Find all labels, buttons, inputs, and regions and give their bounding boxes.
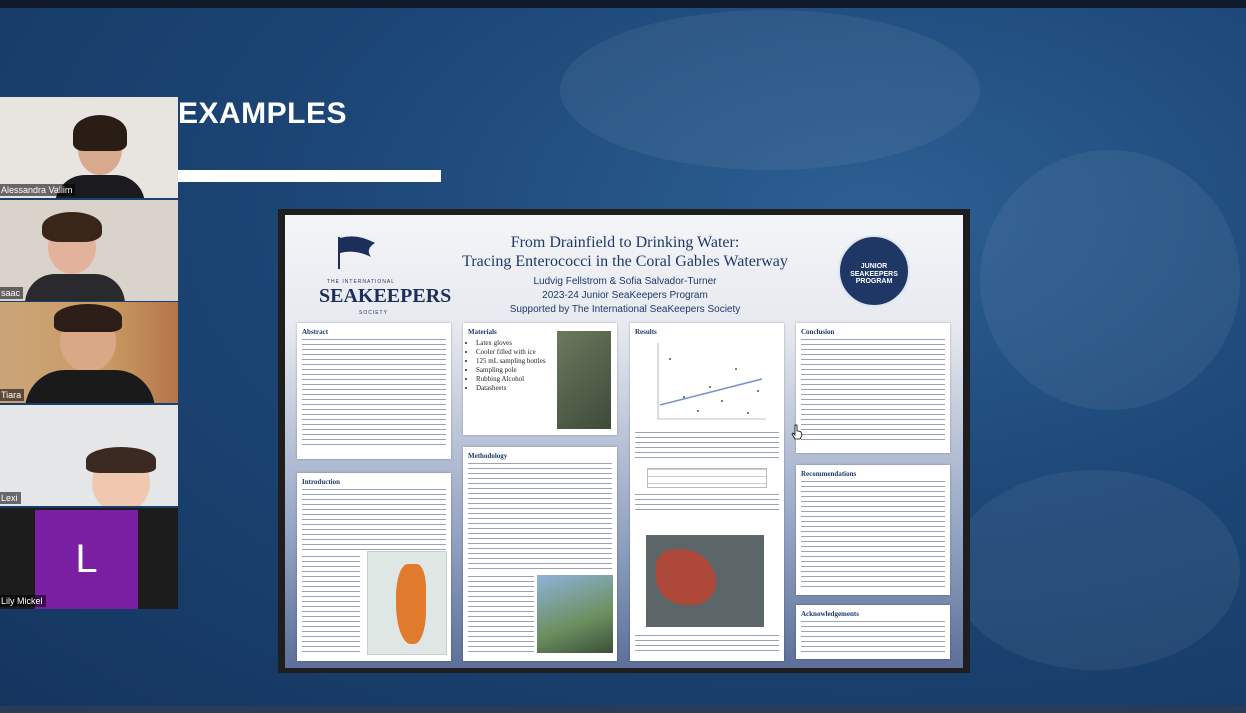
results-caption: [635, 432, 779, 462]
participant-tile[interactable]: [0, 200, 178, 301]
methodology-photo: [537, 575, 613, 653]
window-bottom-bar: [0, 706, 1246, 713]
introduction-text: [302, 489, 446, 553]
participant-hair: [42, 212, 102, 242]
introduction-card: [297, 473, 451, 661]
participant-name: Alessandra Vallim: [0, 184, 75, 196]
poster-authors: Ludvig Fellstrom & Sofia Salvador-Turner: [533, 276, 717, 287]
map-highlight: [396, 564, 426, 644]
recommendations-heading: Recommendations: [801, 470, 857, 478]
poster-title-line1: From Drainfield to Drinking Water:: [510, 234, 740, 251]
introduction-text: [302, 556, 360, 656]
badge-line2: SEAKEEPERS: [850, 271, 898, 278]
logo-text-bottom: SOCIETY: [359, 310, 388, 316]
results-table: [647, 468, 767, 488]
abstract-text: [302, 339, 446, 449]
results-scatter-plot: [650, 339, 770, 427]
recommendations-text: [801, 481, 945, 587]
participant-avatar: L: [35, 510, 138, 609]
conclusion-heading: Conclusion: [801, 328, 835, 336]
poster-title: [405, 233, 845, 271]
methodology-text: [468, 576, 534, 656]
material-item: • Cooler filled with ice: [476, 348, 612, 357]
poster-program: 2023-24 Junior SeaKeepers Program: [542, 290, 708, 301]
logo-text-top: THE INTERNATIONAL: [327, 279, 396, 285]
material-item: • 125 mL sampling bottles: [476, 357, 612, 366]
window-top-bar: [0, 0, 1246, 8]
material-item: • Rubbing Alcohol: [476, 375, 612, 384]
title-underline: [178, 170, 441, 182]
poster-title-line2: Tracing Enterococci in the Coral Gables Waterway: [462, 253, 788, 270]
participant-body: [25, 274, 125, 301]
poster-authors-block: [405, 275, 845, 317]
florida-map: [367, 551, 447, 655]
background-wave: [980, 150, 1240, 410]
participant-tile[interactable]: [0, 302, 178, 403]
methodology-card: [463, 447, 617, 661]
introduction-heading: Introduction: [302, 478, 340, 486]
map-highlight: [656, 549, 716, 605]
conclusion-card: [796, 323, 950, 453]
material-item: • Sampling pole: [476, 366, 612, 375]
poster-supporter: Supported by The International SeaKeepers Society: [509, 304, 741, 315]
participant-name: Tiara: [0, 389, 24, 401]
recommendations-card: [796, 465, 950, 595]
results-caption: [635, 494, 779, 510]
materials-photo: [557, 331, 611, 429]
participant-tile[interactable]: [0, 405, 178, 506]
logo-text-main: SEAKEEPERS: [319, 285, 452, 307]
participant-hair: [54, 304, 122, 332]
flag-icon: [335, 235, 377, 269]
materials-heading: Materials: [468, 328, 497, 336]
background-wave: [560, 10, 980, 170]
participant-name: saac: [0, 287, 23, 299]
badge-line3: PROGRAM: [855, 278, 893, 285]
materials-card: [463, 323, 617, 435]
participant-body: [25, 370, 155, 403]
participant-hair: [73, 115, 127, 151]
badge-line1: JUNIOR: [860, 263, 888, 270]
hand-cursor-icon: [791, 424, 803, 440]
slide-title: EXAMPLES: [178, 97, 348, 130]
background-wave: [950, 470, 1240, 670]
participant-tile[interactable]: [0, 508, 178, 609]
material-item: • Latex gloves: [476, 339, 612, 348]
participant-name: Lily Mickel: [0, 595, 46, 607]
methodology-heading: Methodology: [468, 452, 508, 460]
acknowledgements-text: [801, 621, 945, 653]
participant-hair: [86, 447, 156, 473]
conclusion-text: [801, 339, 945, 443]
research-poster: [285, 215, 963, 668]
methodology-text: [468, 463, 612, 573]
abstract-heading: Abstract: [302, 328, 329, 336]
abstract-card: [297, 323, 451, 459]
participant-tile[interactable]: [0, 97, 178, 198]
acknowledgements-card: [796, 605, 950, 659]
results-card: [630, 323, 784, 661]
participant-name: Lexi: [0, 492, 21, 504]
results-map: [646, 535, 764, 627]
material-item: • Datasheets: [476, 384, 612, 393]
acknowledgements-heading: Acknowledgements: [801, 610, 859, 618]
junior-seakeepers-badge: [838, 235, 910, 307]
results-caption: [635, 635, 779, 655]
results-heading: Results: [635, 328, 657, 336]
